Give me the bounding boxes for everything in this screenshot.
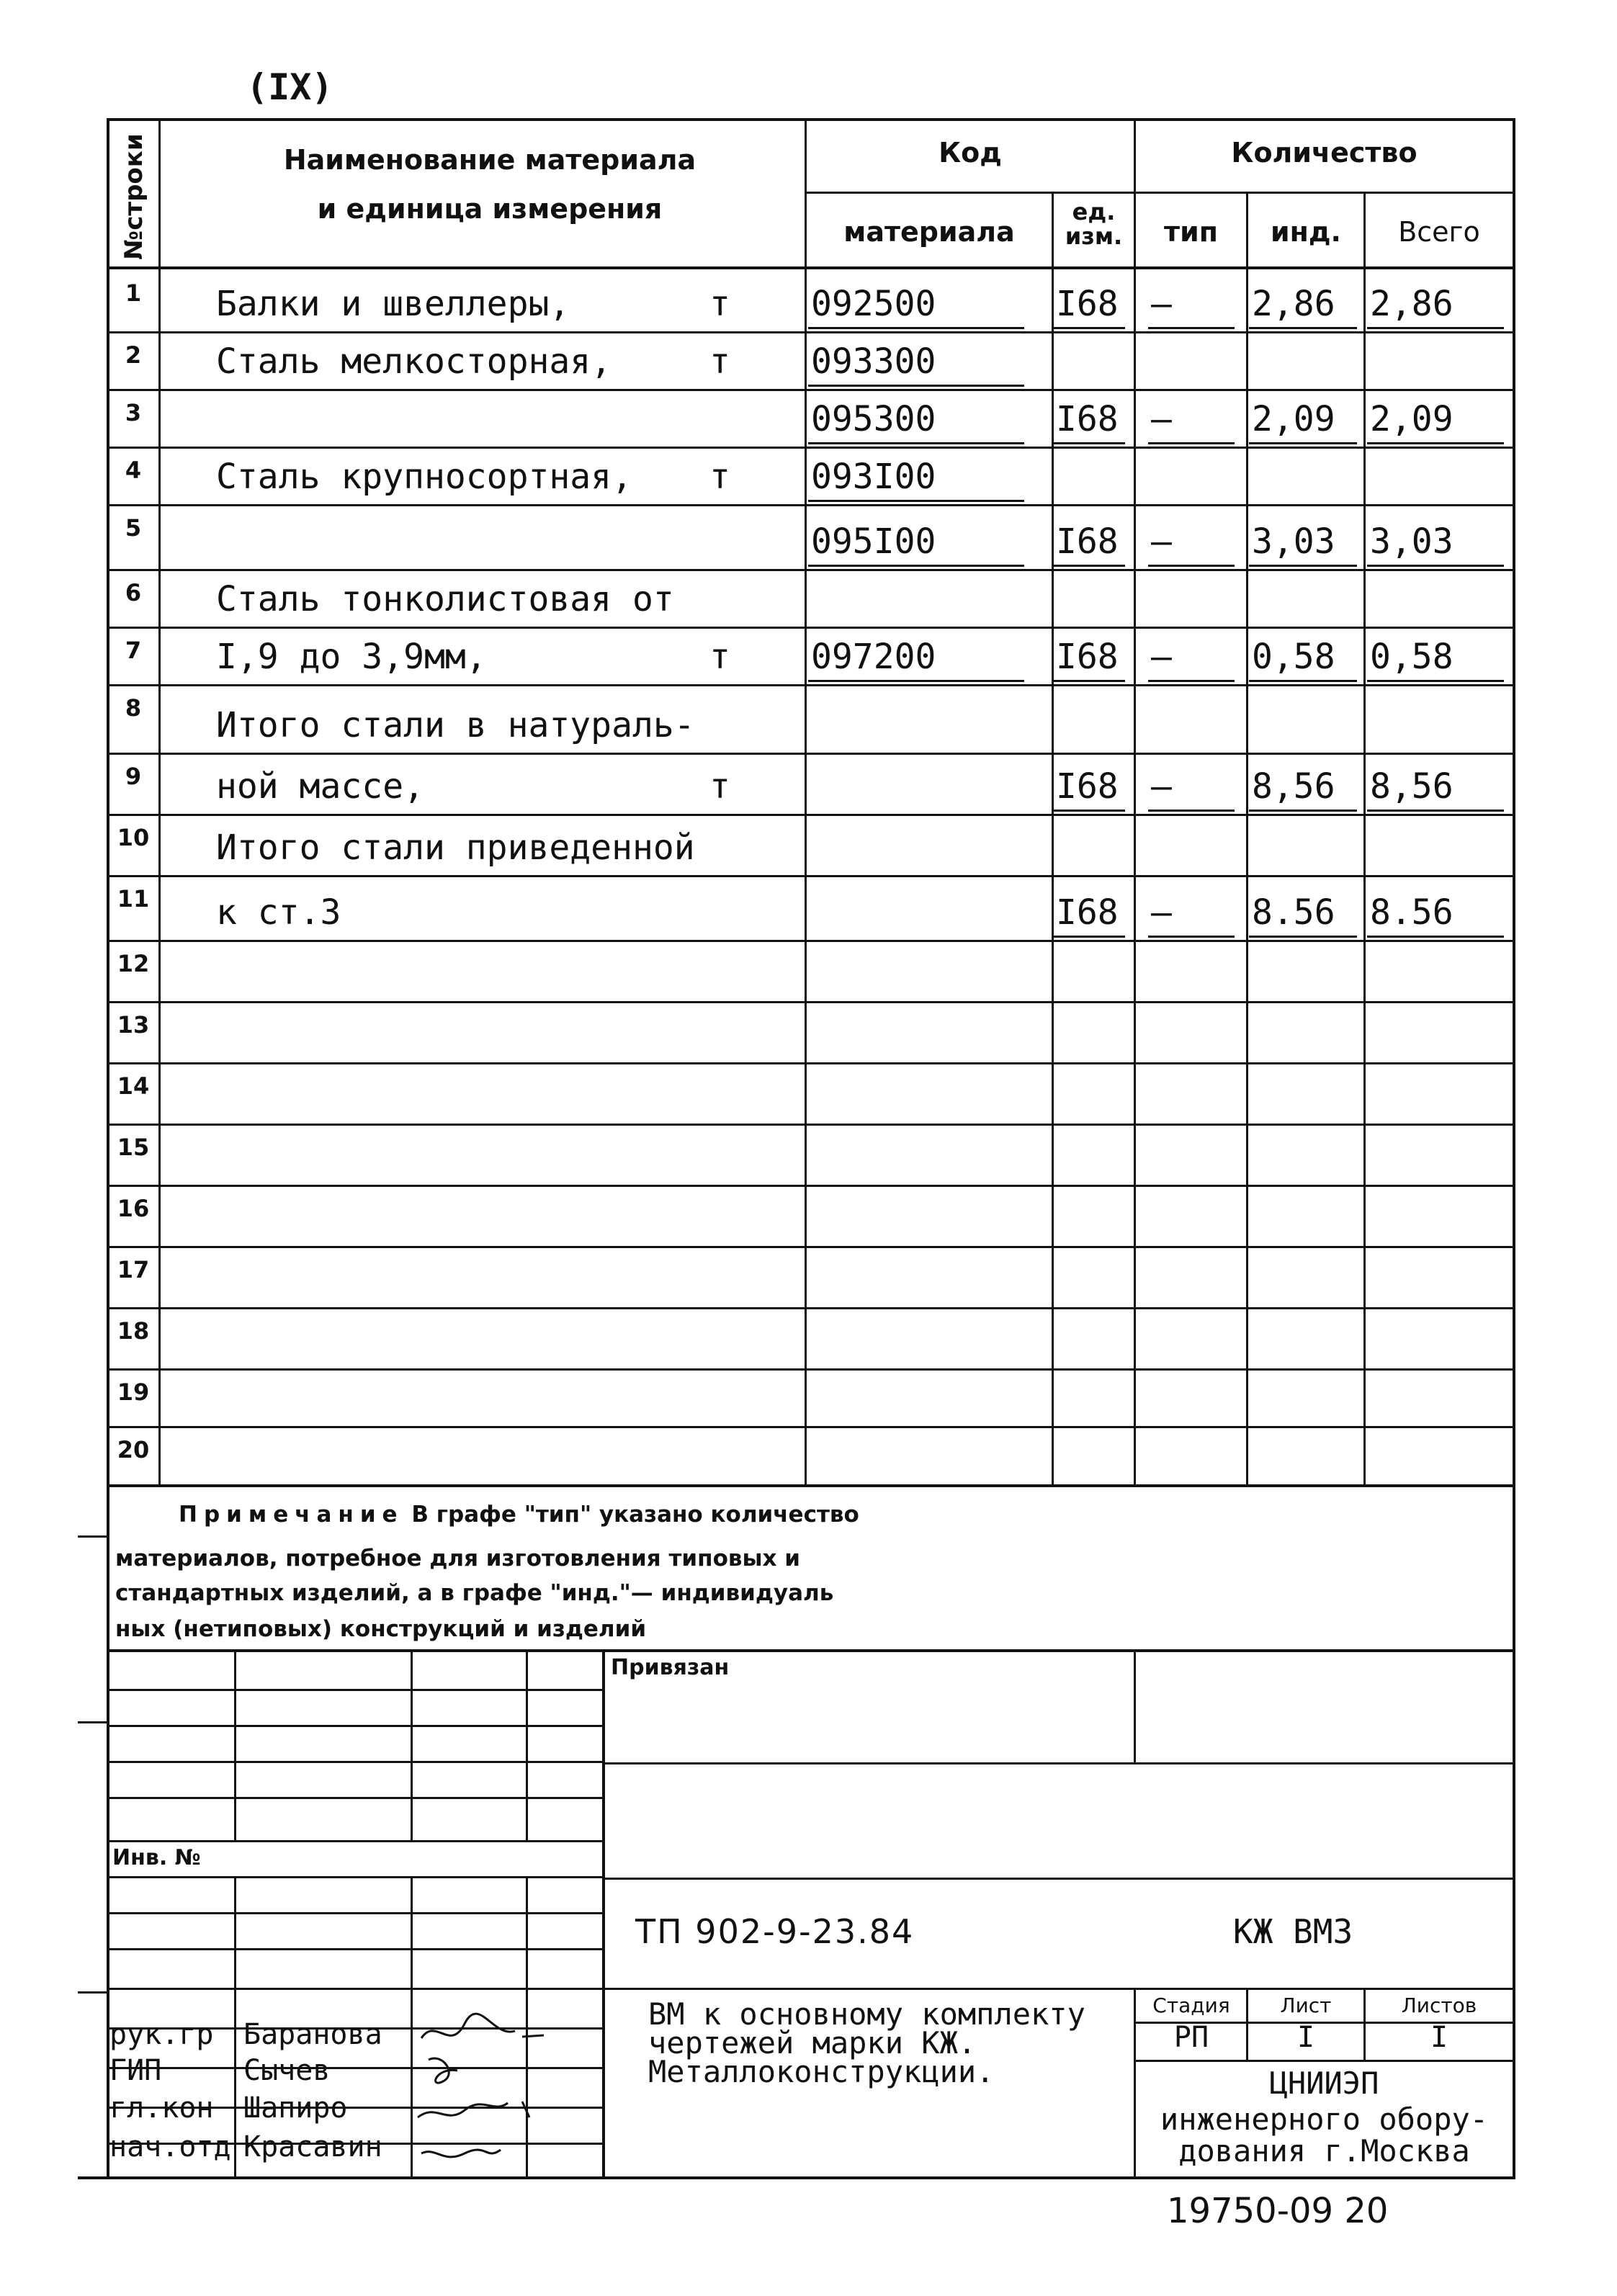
- stage-value: РП: [1173, 2021, 1209, 2054]
- cell-unit-code: I68: [1056, 521, 1119, 562]
- row-number: 8: [125, 694, 142, 722]
- row-number: 12: [117, 950, 150, 977]
- material-name-header-line1: Наименование материала: [283, 144, 696, 176]
- cell-total: 2,09: [1370, 399, 1453, 439]
- cell-unit: т: [709, 637, 730, 677]
- cell-total: 3,03: [1370, 521, 1453, 562]
- signature-marks: [414, 2009, 551, 2182]
- cell-ind: 8,56: [1252, 766, 1335, 807]
- row-number: 3: [125, 399, 142, 426]
- cell-ind: 2,86: [1252, 284, 1335, 324]
- cell-type: –: [1151, 399, 1172, 439]
- sheets-label: Листов: [1401, 1994, 1477, 2017]
- title-line3: Металлоконструкции.: [648, 2054, 995, 2089]
- org-line2: инженерного обору-: [1160, 2102, 1489, 2137]
- cell-total: 8.56: [1370, 892, 1453, 933]
- row-number: 10: [117, 824, 150, 851]
- cell-total: 8,56: [1370, 766, 1453, 807]
- cell-unit: т: [709, 341, 730, 382]
- cell-unit-code: I68: [1056, 766, 1119, 807]
- org-line1: ЦНИИЭП: [1269, 2066, 1379, 2101]
- signatory-name: Сычев: [243, 2054, 331, 2087]
- title-line1: ВМ к основному комплекту: [648, 1996, 1085, 2032]
- cell-name: к ст.3: [216, 892, 341, 933]
- cell-code: 093300: [811, 341, 936, 382]
- sheets-value: I: [1430, 2021, 1448, 2054]
- cell-type: –: [1151, 521, 1172, 562]
- qty-total-header: Всего: [1398, 216, 1480, 248]
- signatory-role: рук.гр: [109, 2018, 214, 2051]
- note-prefix: Примечание: [179, 1502, 404, 1528]
- footer-number: 19750-09 20: [1167, 2191, 1389, 2231]
- cell-name: ной массе,: [216, 766, 424, 807]
- row-number: 2: [125, 341, 142, 369]
- row-number: 9: [125, 763, 142, 790]
- signatory-role: гл.кон: [109, 2091, 214, 2125]
- row-number: 16: [117, 1195, 150, 1222]
- code-header: Код: [939, 137, 1002, 169]
- sheet-value: I: [1296, 2021, 1315, 2054]
- cell-unit: т: [709, 457, 730, 497]
- cell-type: –: [1151, 766, 1172, 807]
- row-number: 7: [125, 637, 142, 664]
- cell-code: 095300: [811, 399, 936, 439]
- quantity-header: Количество: [1231, 137, 1417, 169]
- signatory-name: Красавин: [243, 2130, 382, 2163]
- row-number: 17: [117, 1256, 150, 1283]
- code-unit-header: ед. изм.: [1065, 198, 1123, 250]
- cell-code: 093I00: [811, 457, 936, 497]
- signatory-role: нач.отд: [109, 2130, 231, 2163]
- cell-total: 0,58: [1370, 637, 1453, 677]
- cell-unit-code: I68: [1056, 284, 1119, 324]
- row-number: 1: [125, 279, 142, 307]
- cell-name: Итого стали в натураль-: [216, 705, 695, 745]
- note-line3: стандартных изделий, а в графе "инд."— индивидуаль: [115, 1580, 834, 1606]
- material-name-header-line2: и единица измерения: [317, 193, 663, 225]
- cell-unit: т: [709, 766, 730, 807]
- row-number: 5: [125, 514, 142, 542]
- cell-name: I,9 до 3,9мм,: [216, 637, 487, 677]
- row-number: 13: [117, 1011, 150, 1039]
- signatory-name: Баранова: [243, 2018, 382, 2051]
- privyazan-label: Привязан: [611, 1655, 730, 1680]
- qty-ind-header: инд.: [1270, 216, 1341, 248]
- cell-name: Сталь крупносортная,: [216, 457, 632, 497]
- note-line4: ных (нетиповых) конструкций и изделий: [115, 1616, 647, 1642]
- signatory-name: Шапиро: [243, 2091, 348, 2125]
- row-number: 4: [125, 457, 142, 484]
- cell-name: Сталь мелкосторная,: [216, 341, 612, 382]
- doc-code: ТП 902-9-23.84: [635, 1912, 915, 1951]
- cell-type: –: [1151, 637, 1172, 677]
- row-number-header: №строки: [120, 133, 148, 260]
- cell-ind: 8.56: [1252, 892, 1335, 933]
- row-number: 14: [117, 1072, 150, 1100]
- inv-no-label: Инв. №: [112, 1845, 201, 1870]
- code-material-header: материала: [843, 216, 1015, 248]
- row-number: 15: [117, 1134, 150, 1161]
- row-number: 19: [117, 1378, 150, 1406]
- cell-ind: 0,58: [1252, 637, 1335, 677]
- row-number: 11: [117, 885, 150, 912]
- drawing-mark: КЖ ВМЗ: [1233, 1912, 1353, 1951]
- org-line3: дования г.Москва: [1178, 2133, 1470, 2169]
- cell-total: 2,86: [1370, 284, 1453, 324]
- cell-unit-code: I68: [1056, 637, 1119, 677]
- signatory-role: ГИП: [109, 2054, 162, 2087]
- note-line1: В графе "тип" указано количество: [403, 1502, 859, 1528]
- cell-type: –: [1151, 284, 1172, 324]
- stage-label: Стадия: [1152, 1994, 1230, 2017]
- cell-unit: т: [709, 284, 730, 324]
- cell-name: Итого стали приведенной: [216, 828, 695, 868]
- cell-ind: 3,03: [1252, 521, 1335, 562]
- title-line2: чертежей марки КЖ.: [648, 2025, 977, 2060]
- note-line2: материалов, потребное для изготовления типовых и: [115, 1546, 801, 1571]
- cell-code: 092500: [811, 284, 936, 324]
- cell-code: 095I00: [811, 521, 936, 562]
- cell-ind: 2,09: [1252, 399, 1335, 439]
- cell-name: Сталь тонколистовая от: [216, 579, 674, 619]
- page-label: (IX): [246, 66, 333, 108]
- cell-unit-code: I68: [1056, 892, 1119, 933]
- qty-type-header: тип: [1164, 216, 1218, 248]
- row-number: 20: [117, 1436, 150, 1463]
- cell-code: 097200: [811, 637, 936, 677]
- cell-type: –: [1151, 892, 1172, 933]
- sheet-label: Лист: [1280, 1994, 1332, 2017]
- row-number: 6: [125, 579, 142, 606]
- cell-unit-code: I68: [1056, 399, 1119, 439]
- cell-name: Балки и швеллеры,: [216, 284, 570, 324]
- row-number: 18: [117, 1317, 150, 1345]
